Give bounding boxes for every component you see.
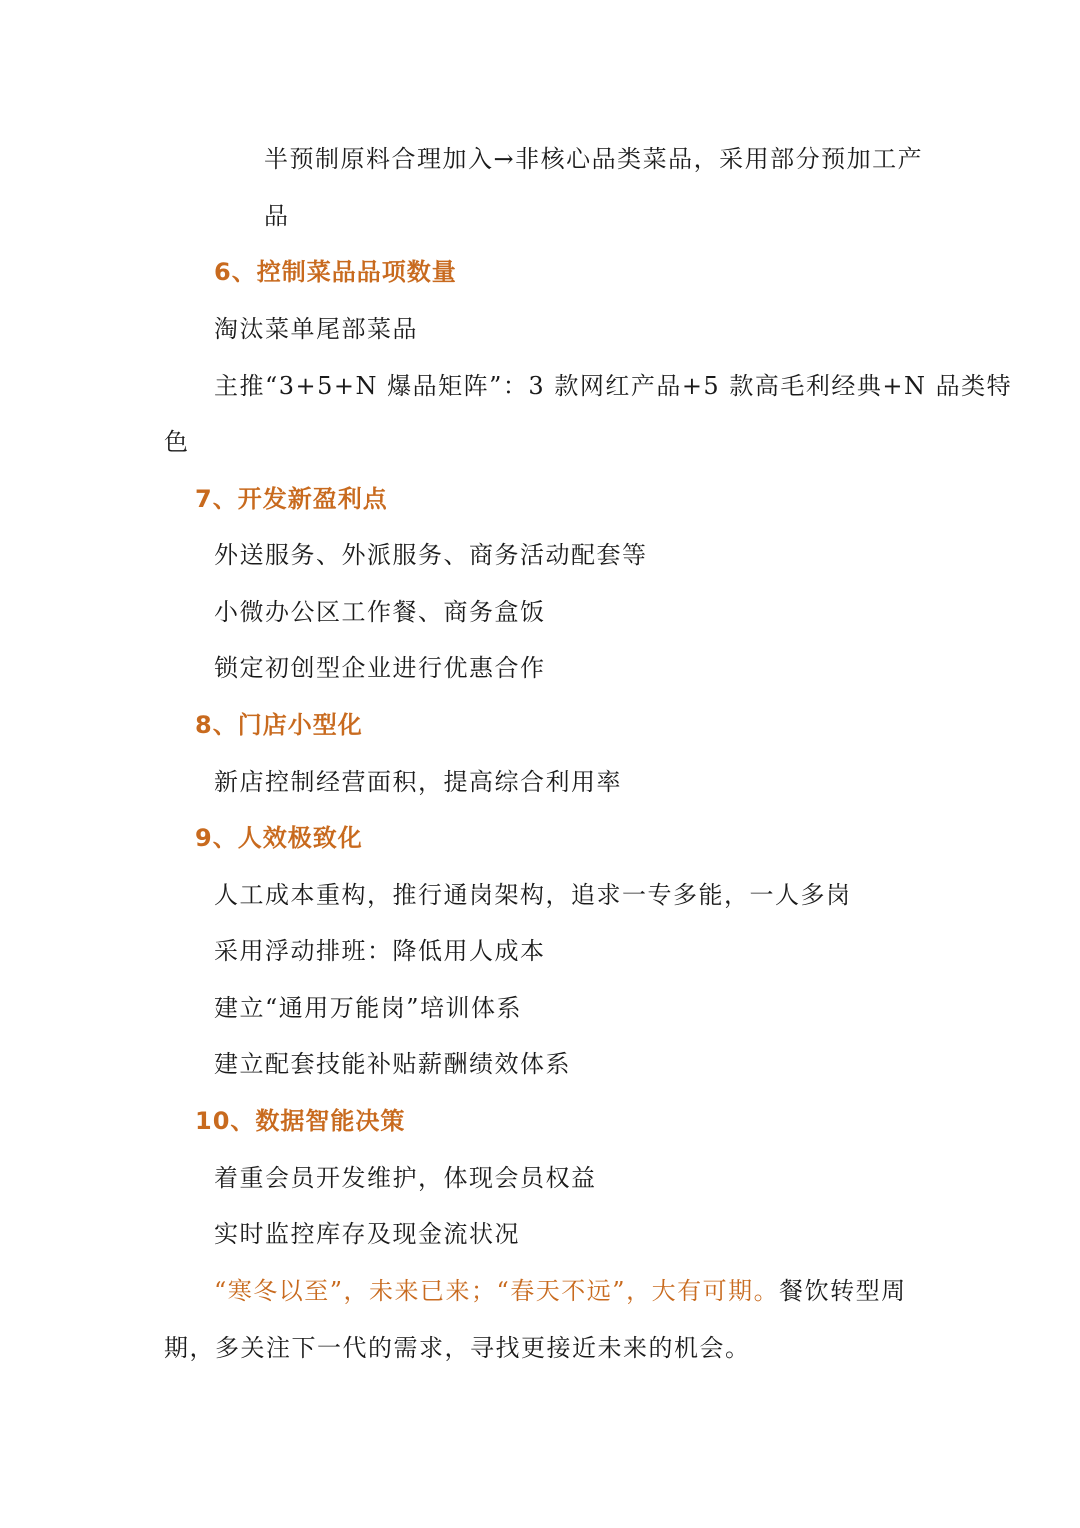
section-9-item-4: 建立配套技能补贴薪酬绩效体系 [214, 1050, 571, 1078]
closing-rest-text: 餐饮转型周 [779, 1277, 907, 1305]
section-10-item-1: 着重会员开发维护，体现会员权益 [214, 1164, 597, 1192]
section-9-item-1: 人工成本重构，推行通岗架构，追求一专多能，一人多岗 [214, 881, 852, 909]
section-7-item-1: 外送服务、外派服务、商务活动配套等 [214, 541, 648, 569]
section-9-item-2: 采用浮动排班：降低用人成本 [214, 937, 546, 965]
intro-line-1: 半预制原料合理加入→非核心品类菜品，采用部分预加工产 [264, 145, 924, 173]
closing-paragraph-line-1 [214, 1275, 907, 1307]
section-9-item-3: 建立“通用万能岗”培训体系 [214, 994, 523, 1022]
intro-line-2: 品 [264, 202, 290, 230]
section-10-heading: 10、数据智能决策 [195, 1107, 406, 1135]
section-10-item-2: 实时监控库存及现金流状况 [214, 1220, 520, 1248]
section-6-item-1: 淘汰菜单尾部菜品 [214, 315, 418, 343]
section-7-item-3: 锁定初创型企业进行优惠合作 [214, 654, 546, 682]
section-9-heading: 9、人效极致化 [195, 824, 363, 852]
section-6-heading: 6、控制菜品品项数量 [214, 258, 457, 286]
section-7-item-2: 小微办公区工作餐、商务盒饭 [214, 598, 546, 626]
closing-paragraph-line-2: 期，多关注下一代的需求，寻找更接近未来的机会。 [164, 1334, 751, 1362]
section-6-item-2-wrap: 色 [164, 428, 190, 456]
section-8-item-1: 新店控制经营面积，提高综合利用率 [214, 768, 622, 796]
section-6-item-2: 主推“3+5+N 爆品矩阵”：3 款网红产品+5 款高毛利经典+N 品类特 [214, 372, 1013, 400]
section-7-heading: 7、开发新盈利点 [195, 485, 388, 513]
closing-accent-text: “寒冬以至”，未来已来；“春天不远”，大有可期。 [214, 1277, 780, 1305]
section-8-heading: 8、门店小型化 [195, 711, 363, 739]
